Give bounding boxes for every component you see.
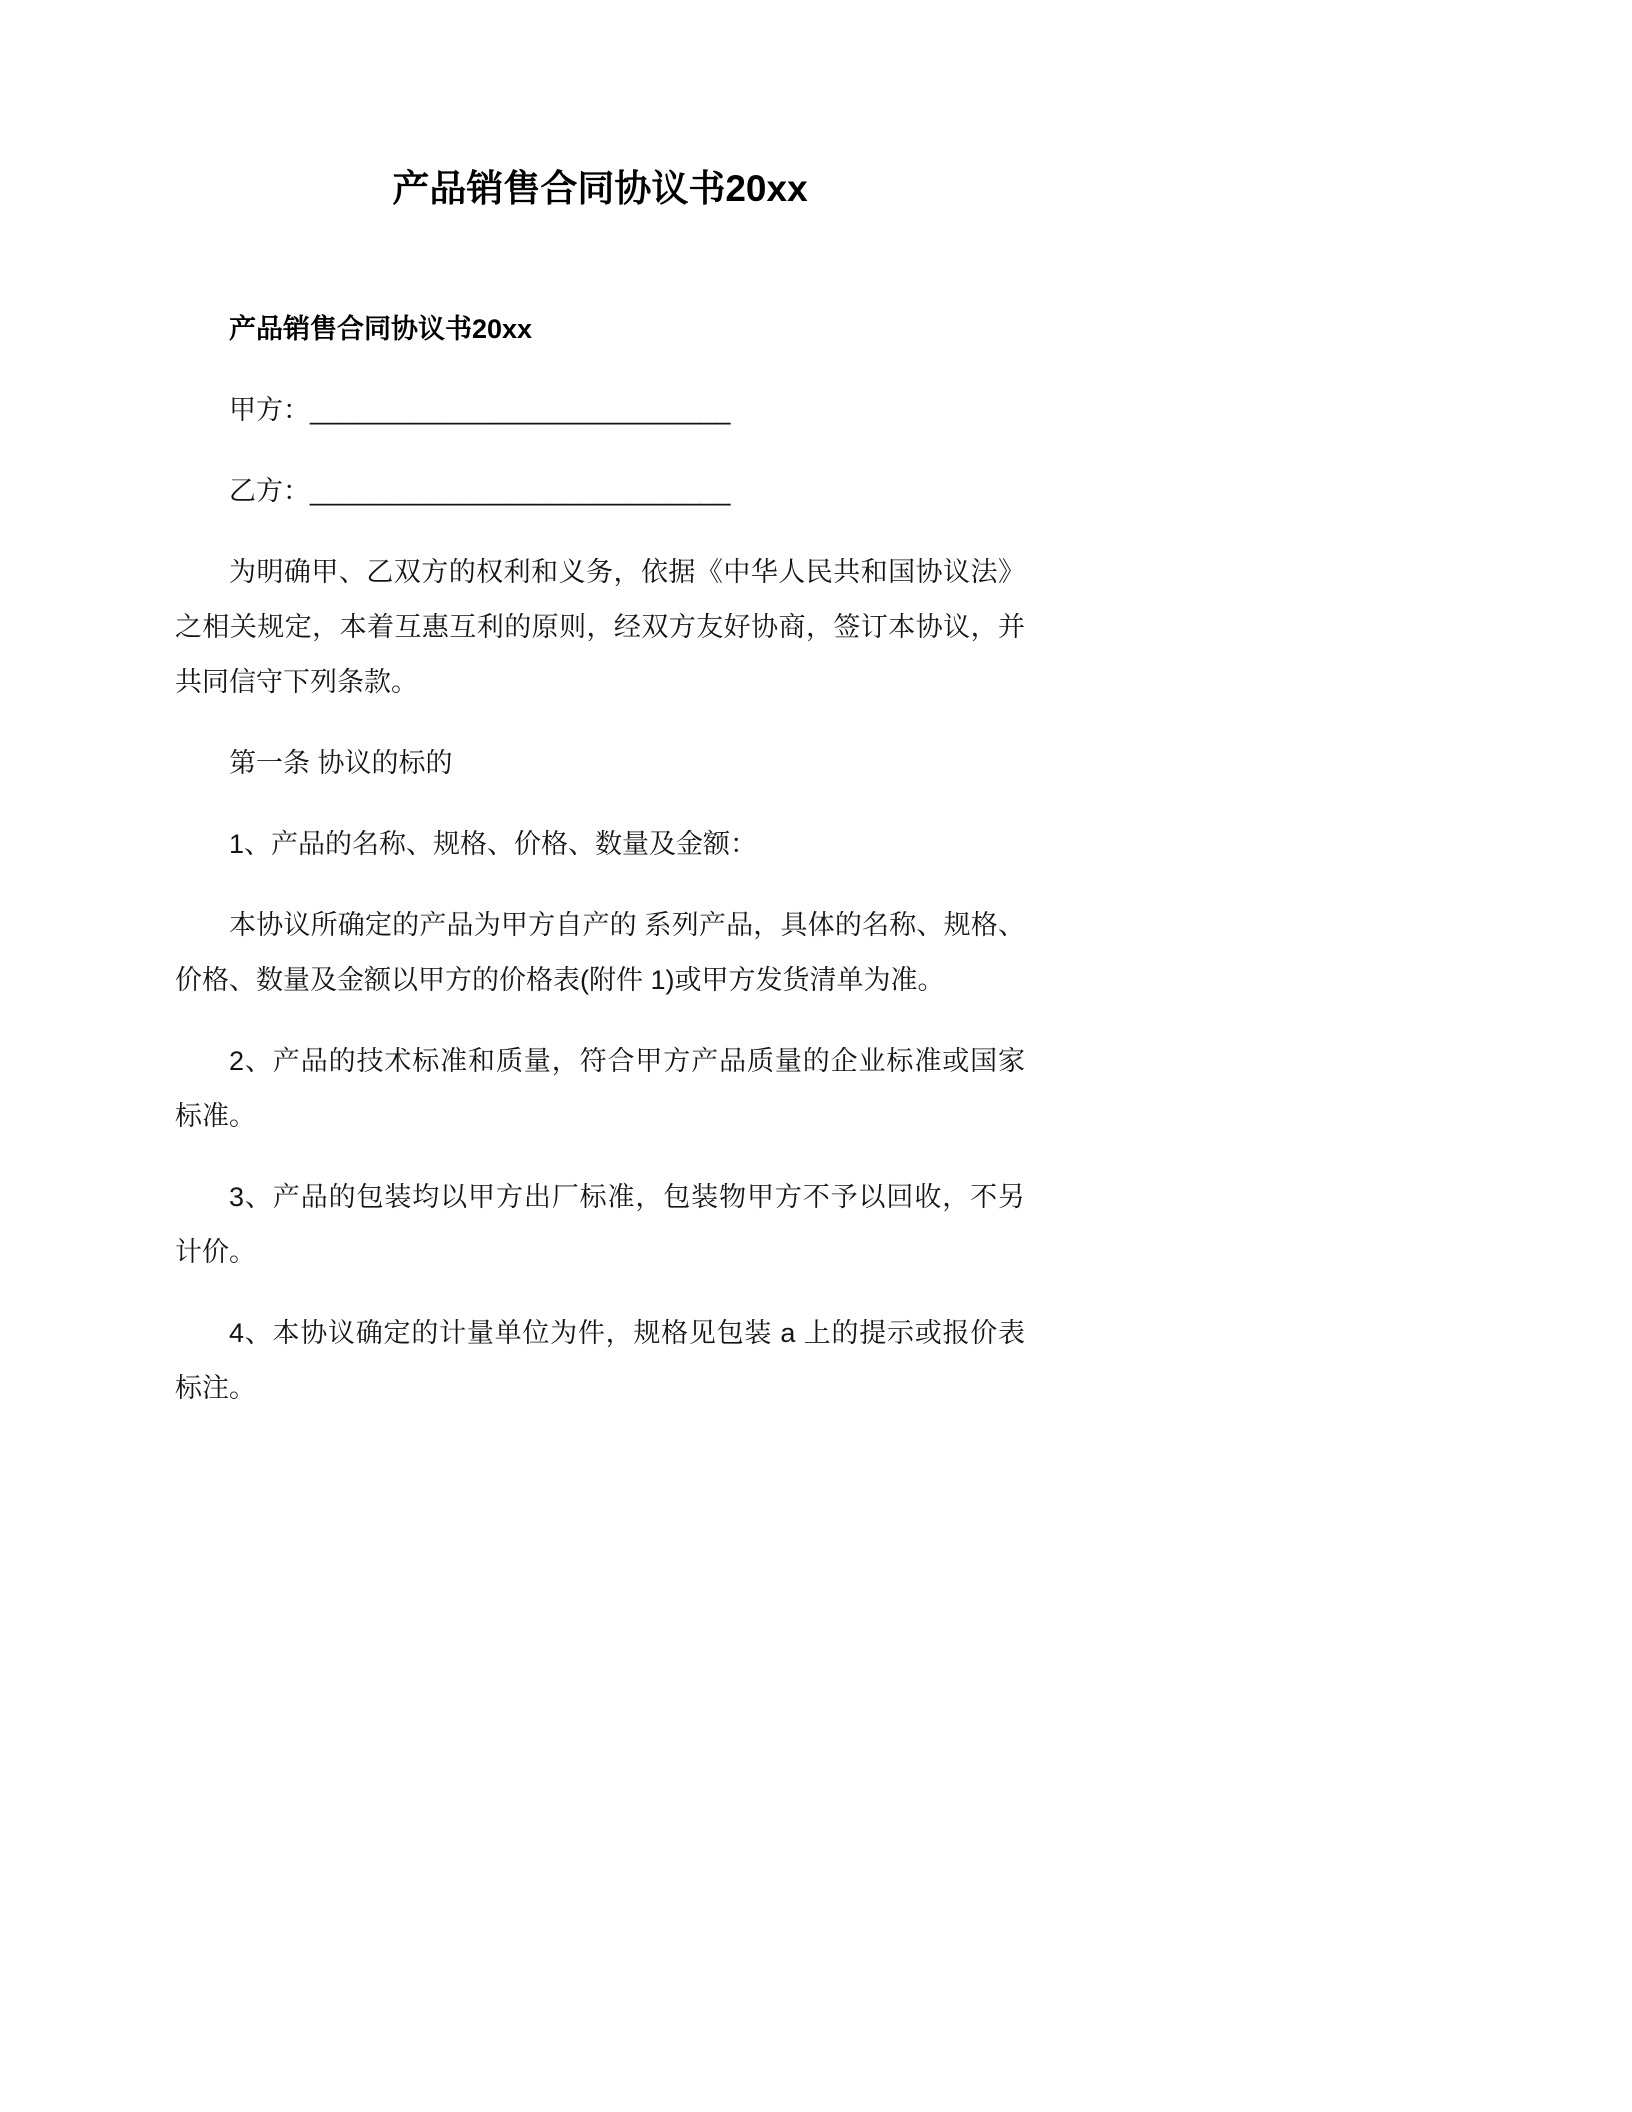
- clause-2: 2、产品的技术标准和质量，符合甲方产品质量的企业标准或国家标准。: [175, 1046, 1025, 1131]
- clause-1: 1、产品的名称、规格、价格、数量及金额：: [229, 829, 758, 859]
- clause-3: 3、产品的包装均以甲方出厂标准，包装物甲方不予以回收，不另计价。: [175, 1182, 1025, 1267]
- paragraph-preamble: 为明确甲、乙双方的权利和义务，依据《中华人民共和国协议法》之相关规定，本着互惠互利的原则，经双方友好协商，签订本协议，并共同信守下列条款。: [175, 557, 1025, 697]
- article-1-heading: 第一条 协议的标的: [229, 748, 453, 778]
- document-title: 产品销售合同协议书20xx: [392, 168, 808, 209]
- clause-1-detail: 本协议所确定的产品为甲方自产的 系列产品，具体的名称、规格、价格、数量及金额以甲方的价格表(附件 1)或甲方发货清单为准。: [175, 910, 1025, 995]
- clause-4: 4、本协议确定的计量单位为件，规格见包装 a 上的提示或报价表标注。: [175, 1318, 1025, 1403]
- paragraph-subtitle: 产品销售合同协议书20xx: [229, 314, 533, 344]
- party-a-line: 甲方：____________________________: [229, 395, 731, 425]
- party-b-line: 乙方：____________________________: [229, 476, 731, 506]
- document-content: [175, 158, 1025, 1416]
